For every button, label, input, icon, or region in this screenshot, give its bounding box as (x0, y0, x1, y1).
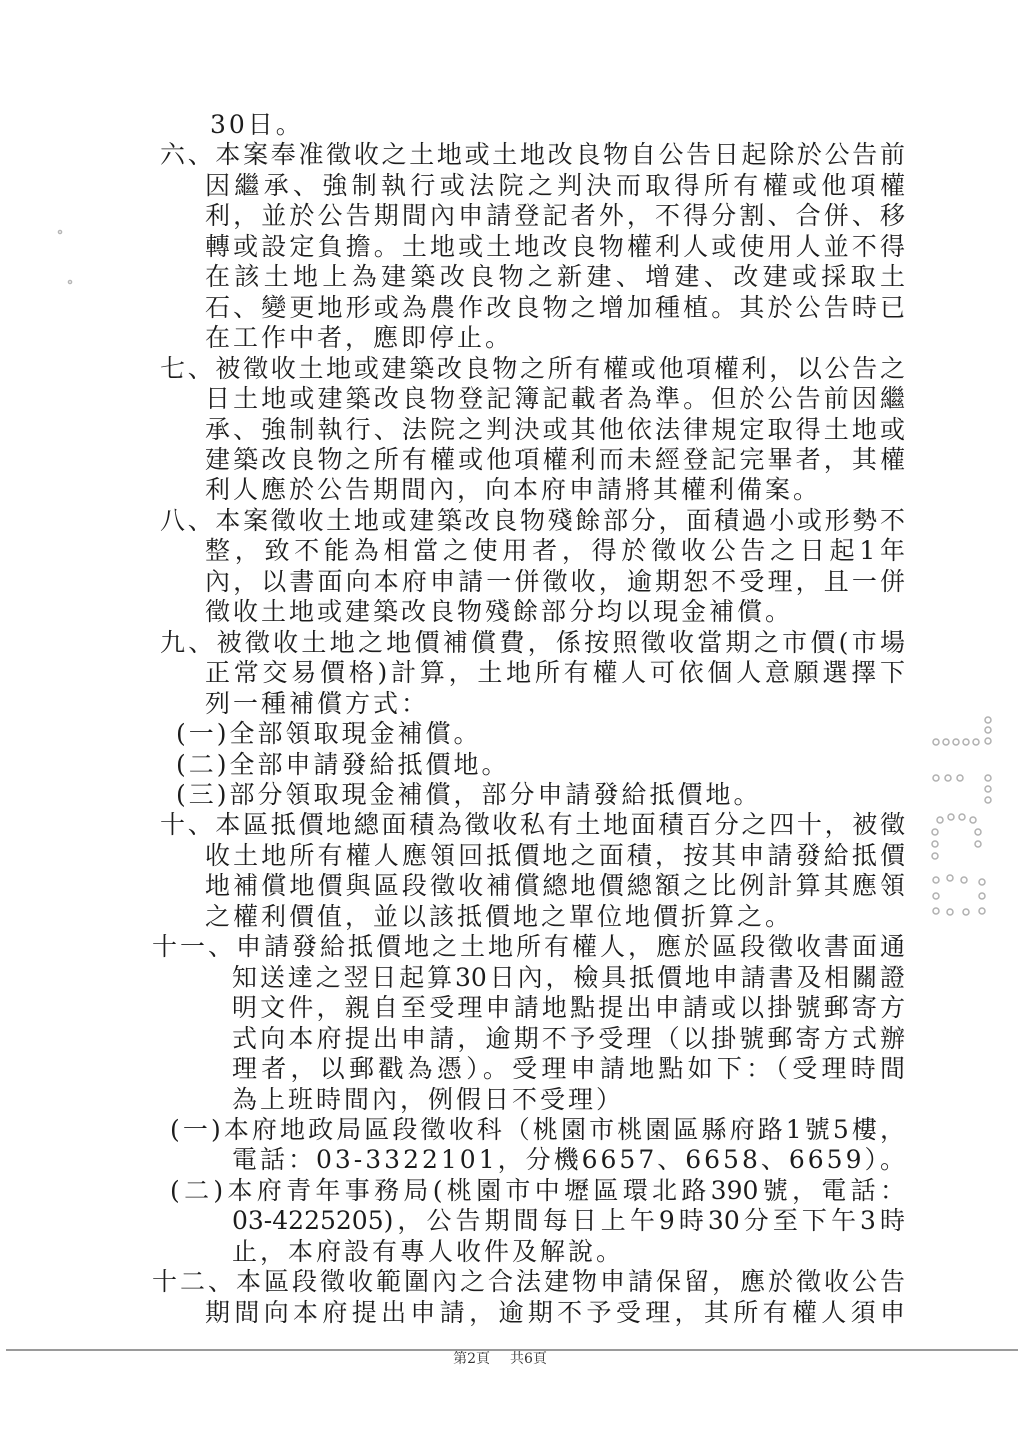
subitem-text: 本府青年事務局(桃園市中壢區環北路390號，電話： (223, 1175, 905, 1205)
item-10-line: 收土地所有權人應領回抵價地之面積，按其申請發給抵價 (205, 840, 905, 870)
item-11-line: 式向本府提出申請，逾期不予受理（以掛號郵寄方式辦 (232, 1023, 905, 1053)
item-11-line: 知送達之翌日起算30日內，檢具抵價地申請書及相關證 (232, 962, 905, 992)
item-7-line: 建築改良物之所有權或他項權利而未經登記完畢者，其權 (205, 444, 905, 474)
item-6-line: 在工作中者，應即停止。 (205, 323, 514, 353)
subitem-marker: (二) (170, 1175, 224, 1205)
item-11-line: 明文件，親自至受理申請地點提出申請或以掛號郵寄方 (232, 993, 905, 1023)
item-marker: 十、 (160, 810, 216, 840)
item-text: 本區抵價地總面積為徵收私有土地面積百分之四十，被徵 (215, 810, 905, 840)
subitem-text: 全部申請發給抵價地。 (229, 749, 510, 779)
subitem-text: 部分領取現金補償，部分申請發給抵價地。 (229, 779, 762, 809)
page-number: 第2頁 (453, 1351, 490, 1367)
item-7-line: 利人應於公告期間內，向本府申請將其權利備案。 (205, 475, 822, 505)
item-11-subitem-2-line: 03-4225205)，公告期間每日上午9時30分至下午3時 (232, 1206, 905, 1236)
item-7-line (0, 354, 905, 384)
item-11-line: 理者，以郵戳為憑）。受理申請地點如下：（受理時間 (232, 1054, 905, 1084)
item-10-line: 之權利價值，並以該抵價地之單位地價折算之。 (205, 901, 794, 931)
continued-line: 30日。 (210, 110, 304, 139)
item-10-line: 地補償地價與區段徵收補償總地價總額之比例計算其應領 (205, 871, 905, 901)
item-12-line: 期間向本府提出申請，逾期不予受理，其所有權人須申 (205, 1297, 905, 1327)
item-9-line: 列一種補償方式： (205, 688, 430, 718)
subitem-text: 本府地政局區段徵收科（桃園市桃園區縣府路1號5樓， (220, 1114, 905, 1144)
subitem-marker: (一) (176, 719, 230, 749)
item-marker: 八、 (160, 505, 216, 535)
item-11-line (0, 932, 905, 962)
item-text: 申請發給抵價地之土地所有權人，應於區段徵收書面通 (236, 932, 905, 962)
item-9-subitem-1 (0, 719, 905, 749)
item-9-line: 正常交易價格)計算，土地所有權人可依個人意願選擇下 (205, 658, 905, 688)
item-text: 被徵收土地或建築改良物之所有權或他項權利，以公告之 (215, 353, 905, 383)
item-marker: 十一、 (152, 932, 236, 962)
item-9-subitem-2 (0, 750, 905, 780)
subitem-marker: (三) (176, 779, 230, 809)
page-total: 共6頁 (510, 1351, 547, 1367)
item-7-line: 承、強制執行、法院之判決或其他依法律規定取得土地或 (205, 414, 905, 444)
item-marker: 六、 (160, 140, 216, 170)
item-8-line: 徵收土地或建築改良物殘餘部分均以現金補償。 (205, 597, 794, 627)
item-8-line: 整，致不能為相當之使用者，得於徵收公告之日起1年 (205, 536, 905, 566)
item-11-line: 為上班時間內，例假日不受理） (232, 1084, 625, 1114)
item-text: 本案奉准徵收之土地或土地改良物自公告日起除於公告前 (215, 140, 905, 170)
item-text: 本區段徵收範圍內之合法建物申請保留，應於徵收公告 (236, 1267, 905, 1297)
item-6-line: 利，並於公告期間內申請登記者外，不得分割、合併、移 (205, 201, 905, 231)
subitem-text: 全部領取現金補償。 (229, 719, 482, 749)
item-marker: 十二、 (152, 1267, 236, 1297)
item-6-line: 轉或設定負擔。土地或土地改良物權利人或使用人並不得 (205, 231, 905, 261)
item-10-line (0, 810, 905, 840)
item-11-subitem-2-line: 止，本府設有專人收件及解說。 (232, 1236, 625, 1266)
item-6-line (0, 140, 905, 170)
item-7-line: 日土地或建築改良物登記簿記載者為準。但於公告前因繼 (205, 384, 905, 414)
item-text: 被徵收土地之地價補償費，係按照徵收當期之市價(市場 (216, 627, 905, 657)
item-marker: 九、 (160, 627, 217, 657)
item-6-line: 因繼承、強制執行或法院之判決而取得所有權或他項權 (205, 170, 905, 200)
subitem-marker: (一) (170, 1114, 221, 1144)
item-8-line (0, 506, 905, 536)
item-11-subitem-1 (0, 1115, 905, 1145)
subitem-marker: (二) (176, 749, 230, 779)
item-12-line (0, 1267, 905, 1297)
item-11-subitem-2 (0, 1176, 905, 1206)
item-text: 本案徵收土地或建築改良物殘餘部分，面積過小或形勢不 (215, 505, 905, 535)
item-9-subitem-3 (0, 780, 905, 810)
item-marker: 七、 (160, 353, 216, 383)
page-footer (440, 1351, 560, 1367)
item-6-line: 在該土地上為建築改良物之新建、增建、改建或採取土 (205, 262, 905, 292)
item-9-line (0, 628, 905, 658)
item-6-line: 石、變更地形或為農作改良物之增加種植。其於公告時已 (205, 292, 905, 322)
item-11-subitem-1-line: 電話：03-3322101，分機6657、6658、6659）。 (232, 1145, 908, 1175)
item-8-line: 內，以書面向本府申請一併徵收，逾期恕不受理，且一併 (205, 566, 905, 596)
document-body (0, 110, 1024, 1328)
